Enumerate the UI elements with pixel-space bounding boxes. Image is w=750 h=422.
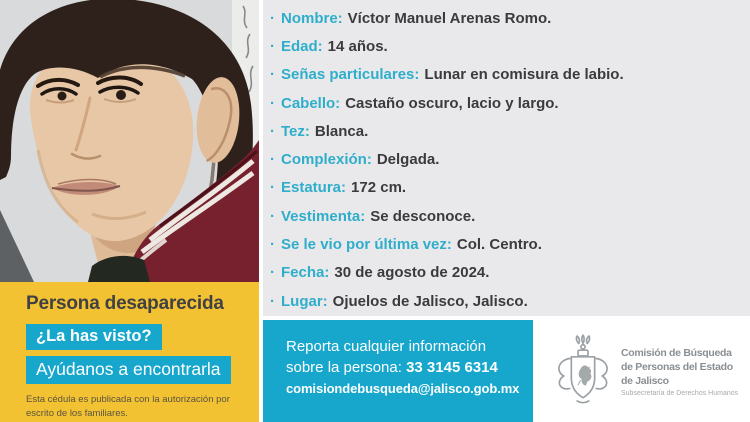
detail-label: Cabello: <box>281 94 341 112</box>
bullet-dot: · <box>270 122 275 140</box>
portrait-illustration <box>0 0 259 282</box>
bullet-dot: · <box>270 66 275 84</box>
bullet-dot: · <box>270 207 275 225</box>
detail-label: Se le vio por última vez: <box>281 236 452 254</box>
bullet-dot: · <box>270 236 275 254</box>
banner-question: ¿La has visto? <box>26 324 162 350</box>
contact-phone: 33 3145 6314 <box>406 359 498 376</box>
contact-line-2-prefix: sobre la persona: <box>286 359 407 376</box>
detail-value: Delgada. <box>376 151 440 169</box>
detail-value: Ojuelos de Jalisco, Jalisco. <box>332 292 528 310</box>
org-name-line-3: de Jalisco <box>621 374 669 387</box>
bullet-dot: · <box>270 292 275 310</box>
missing-person-photo <box>0 0 259 282</box>
bullet-dot: · <box>270 9 275 27</box>
detail-value: Se desconoce. <box>370 207 476 225</box>
details-panel <box>263 0 750 316</box>
contact-email: comisiondebusqueda@jalisco.gob.mx <box>286 381 520 396</box>
bullet-dot: · <box>270 37 275 55</box>
detail-value: 30 de agosto de 2024. <box>334 264 490 282</box>
jalisco-coat-of-arms-icon <box>553 332 613 410</box>
org-name-line-2: de Personas del Estado <box>621 360 733 373</box>
org-block <box>537 320 750 422</box>
detail-row <box>270 32 742 60</box>
detail-row <box>270 230 742 258</box>
detail-label: Edad: <box>281 37 323 55</box>
contact-line-2 <box>286 357 533 378</box>
detail-value: Lunar en comisura de labio. <box>424 66 624 84</box>
org-subtitle: Subsecretaría de Derechos Humanos <box>621 389 739 397</box>
detail-row <box>270 202 742 230</box>
org-name-line-1: Comisión de Búsqueda <box>621 346 732 359</box>
bullet-dot: · <box>270 264 275 282</box>
contact-line-1: Reporta cualquier información <box>286 338 487 355</box>
alert-banner <box>0 282 259 422</box>
detail-row <box>270 174 742 202</box>
detail-row <box>270 259 742 287</box>
detail-label: Complexión: <box>281 151 372 169</box>
detail-row <box>270 117 742 145</box>
detail-row <box>270 89 742 117</box>
banner-title: Persona desaparecida <box>26 293 224 314</box>
bullet-dot: · <box>270 94 275 112</box>
detail-value: 14 años. <box>327 37 388 55</box>
banner-cta: Ayúdanos a encontrarla <box>26 356 231 384</box>
detail-value: Castaño oscuro, lacio y largo. <box>345 94 559 112</box>
detail-value: 172 cm. <box>351 179 407 197</box>
detail-row <box>270 287 742 315</box>
detail-label: Estatura: <box>281 179 347 197</box>
authorization-fine-print: Esta cédula es publicada con la autorización por escrito de los familiares. <box>26 394 230 419</box>
bullet-dot: · <box>270 179 275 197</box>
detail-row <box>270 145 742 173</box>
detail-row <box>270 4 742 32</box>
detail-label: Tez: <box>281 122 310 140</box>
detail-label: Señas particulares: <box>281 66 420 84</box>
contact-block <box>263 320 533 422</box>
detail-value: Blanca. <box>314 122 369 140</box>
bullet-dot: · <box>270 151 275 169</box>
org-text <box>621 346 738 397</box>
detail-label: Vestimenta: <box>281 207 366 225</box>
detail-row <box>270 61 742 89</box>
detail-label: Lugar: <box>281 292 328 310</box>
detail-label: Fecha: <box>281 264 330 282</box>
detail-label: Nombre: <box>281 9 343 27</box>
detail-value: Víctor Manuel Arenas Romo. <box>347 9 552 27</box>
detail-value: Col. Centro. <box>456 236 542 254</box>
details-list <box>270 4 742 315</box>
